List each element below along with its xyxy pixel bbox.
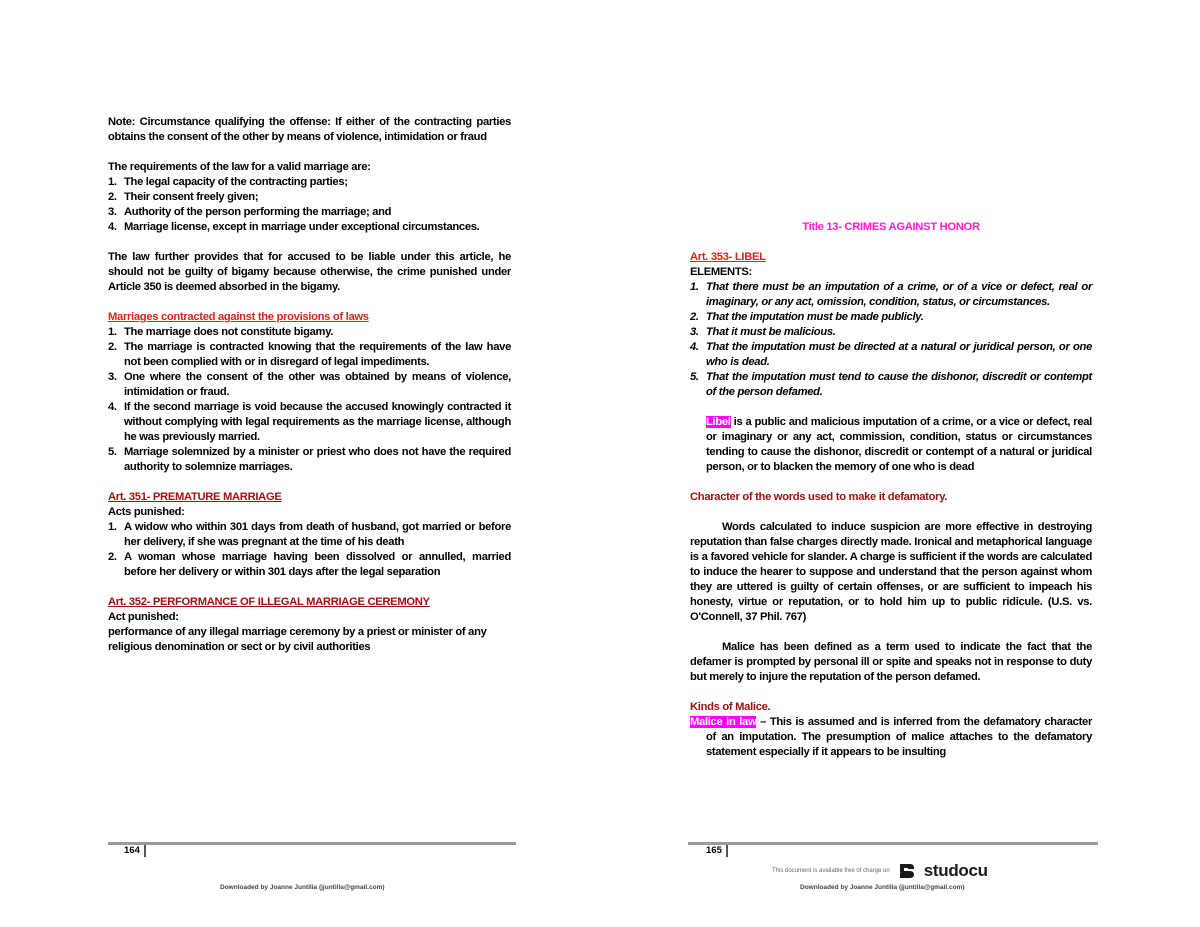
note-paragraph: Note: Circumstance qualifying the offense: If either of the contracting parties obtains the consent of the other by means of violence, intimidation or fraud [108, 116, 511, 143]
art351-heading: Art. 351- PREMATURE MARRIAGE [108, 491, 282, 503]
list-item: 1. A widow who within 301 days from death of husband, got married or before her delivery, if she was pregnant at the time of his death [108, 521, 511, 548]
art351-list [108, 520, 511, 580]
list-item: 2. The marriage is contracted knowing that the requirements of the law have not been complied with or in disregard of legal impediments. [108, 341, 511, 368]
libel-term: Libel [706, 416, 731, 428]
footer-rule [688, 842, 1098, 845]
libel-definition: Libel is a public and malicious imputation of a crime, or a vice or defect, real or imaginary or any act, commission, condition, status or circumstances tending to cause the dishonor, discredit or contempt of a natural or juridical person, or to blacken the memory of one who is dead [706, 416, 1092, 473]
elements-list [690, 280, 1092, 400]
studocu-note: This document is available free of charge on [772, 868, 890, 874]
list-item: 1. The marriage does not constitute bigamy. [108, 326, 334, 338]
downloaded-by-note: Downloaded by Joanne Juntilla (jjuntilla@gmail.com) [800, 884, 965, 891]
art352-act-label: Act punished: [108, 611, 179, 623]
list-item: 4. That the imputation must be directed at a natural or juridical person, or one who is dead. [690, 341, 1092, 368]
title-heading: Title 13- CRIMES AGAINST HONOR [802, 221, 980, 233]
list-item: 4. If the second marriage is void because the accused knowingly contracted it without complying with legal requirements as the marriage license, although he was previously married. [108, 401, 511, 443]
list-item: 5. That the imputation must tend to cause the dishonor, discredit or contempt of the person defamed. [690, 371, 1092, 398]
list-item: 5. Marriage solemnized by a minister or priest who does not have the required authority to solemnize marriages. [108, 446, 511, 473]
left-column [108, 115, 511, 655]
further-paragraph: The law further provides that for accused to be liable under this article, he should not be guilty of bigamy because otherwise, the crime punished under Article 350 is deemed absorbed in the bigamy. [108, 251, 511, 293]
marriages-list [108, 325, 511, 475]
requirements-intro: The requirements of the law for a valid marriage are: [108, 161, 371, 173]
art351-acts-label: Acts punished: [108, 506, 185, 518]
list-item: 3. That it must be malicious. [690, 326, 836, 338]
elements-label: ELEMENTS: [690, 266, 752, 278]
character-heading: Character of the words used to make it defamatory. [690, 491, 948, 503]
studocu-brand: studocu [923, 861, 988, 880]
list-item: 4. Marriage license, except in marriage under exceptional circumstances. [108, 221, 480, 233]
list-item: 1. That there must be an imputation of a crime, or of a vice or defect, real or imaginary, or any act, omission, condition, status, or circumstances. [690, 281, 1092, 308]
list-item: 3. Authority of the person performing the marriage; and [108, 206, 392, 218]
list-item: 2. Their consent freely given; [108, 191, 259, 203]
malice-in-law-term: Malice in law [690, 716, 757, 728]
art352-text: performance of any illegal marriage ceremony by a priest or minister of any religious denomination or sect or by civil authorities [108, 626, 487, 653]
right-column [690, 220, 1092, 760]
list-item: 1. The legal capacity of the contracting parties; [108, 176, 348, 188]
downloaded-by-note: Downloaded by Joanne Juntilla (jjuntilla@gmail.com) [220, 884, 385, 891]
right-page [600, 0, 1200, 927]
marriages-heading: Marriages contracted against the provisions of laws [108, 311, 369, 323]
malice-paragraph: Malice has been defined as a term used to indicate the fact that the defamer is prompted by personal ill or spite and speaks not in response to duty but merely to injure the reputation of the person defamed. [690, 641, 1092, 683]
list-item: 3. One where the consent of the other was obtained by means of violence, intimidation or fraud. [108, 371, 511, 398]
page-number: 164 [124, 845, 146, 857]
malice-in-law-paragraph: Malice in law – This is assumed and is inferred from the defamatory character of an imputation. The presumption of malice attaches to the defamatory statement especially if it appears to be insulting [690, 716, 1092, 758]
footer-rule [108, 842, 516, 845]
art353-heading: Art. 353- LIBEL [690, 251, 766, 263]
list-item: 2. A woman whose marriage having been dissolved or annulled, married before her delivery or within 301 days after the legal separation [108, 551, 511, 578]
art352-heading: Art. 352- PERFORMANCE OF ILLEGAL MARRIAGE CEREMONY [108, 596, 430, 608]
studocu-logo-icon [896, 860, 918, 882]
list-item: 2. That the imputation must be made publicly. [690, 311, 924, 323]
words-paragraph: Words calculated to induce suspicion are more effective in destroying reputation than false charges directly made. Ironical and metaphorical language is a favored vehicle for slander. A charge is sufficient if the words are calculated to induce the hearer to suppose and understand that the person against whom they are uttered is guilty of certain offenses, or are sufficient to impeach his honesty, virtue or reputation, or to hold him up to public ridicule. (U.S. vs. O'Connell, 37 Phil. 767) [690, 521, 1092, 623]
kinds-heading: Kinds of Malice. [690, 701, 771, 713]
page-number: 165 [706, 845, 728, 857]
requirements-list [108, 175, 511, 235]
studocu-banner[interactable] [772, 860, 988, 882]
